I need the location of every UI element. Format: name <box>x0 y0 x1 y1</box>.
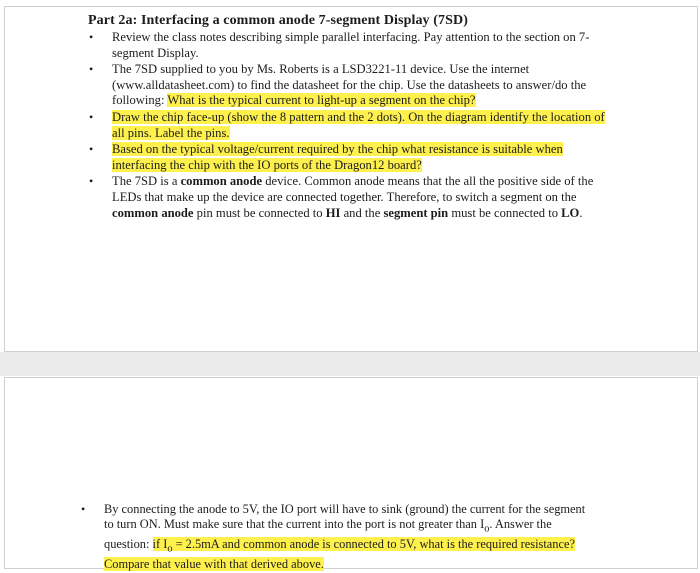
list-item-resistance <box>88 142 616 173</box>
item-text: . Answer the question: <box>104 517 552 552</box>
bold-term: common anode <box>112 205 194 220</box>
bullet: • <box>89 142 94 157</box>
bullet: • <box>89 174 94 189</box>
page-gap-divider <box>0 352 700 376</box>
item-text: and the <box>340 205 384 220</box>
highlight-text: if I <box>152 537 168 552</box>
subscript: o <box>484 523 490 535</box>
highlighted-question <box>104 537 575 571</box>
bold-term: common anode <box>180 174 263 189</box>
list-item-review-notes <box>88 30 616 61</box>
item-text: must be connected to <box>448 205 562 220</box>
bullet: • <box>89 30 94 44</box>
list-item-common-anode <box>88 174 616 221</box>
bold-term: HI <box>325 205 341 220</box>
bullet: • <box>89 62 94 77</box>
item-text: Review the class notes describing simple parallel interfacing. Pay attention to the section on 7-segment Display. <box>112 30 590 60</box>
item-text: pin must be connected to <box>193 205 326 220</box>
list-item-sink-current <box>80 502 590 573</box>
bullet: • <box>81 502 86 516</box>
bold-term: LO <box>561 205 580 220</box>
list-item-draw-chip <box>88 110 616 141</box>
item-text: The 7SD is a <box>112 174 181 189</box>
instruction-list <box>88 30 616 222</box>
bottom-instruction-list <box>80 502 590 573</box>
highlight-text: = 2.5mA and common anode is connected to 5V, what is the required resistance? Compare that value with that derived above. <box>104 537 575 572</box>
highlighted-question: Based on the typical voltage/current required by the chip what resistance is suitable when interfacing the chip with the IO ports of the Dragon12 board? <box>112 142 563 172</box>
item-text: The 7SD supplied to you by Ms. Roberts is a LSD3221-11 device. Use the internet (www.alldatasheet.com) to find the datasheet for the chip. Use the datasheets to answer/do the following: <box>112 62 587 108</box>
list-item-datasheet <box>88 62 616 109</box>
item-text: . <box>579 205 583 220</box>
item-text: By connecting the anode to 5V, the IO port will have to sink (ground) the current for the segment to turn ON. Must make sure that the current into the port is not greater than I <box>104 502 586 532</box>
section-title: Part 2a: Interfacing a common anode 7-segment Display (7SD) <box>88 13 468 28</box>
highlighted-task: Draw the chip face-up (show the 8 pattern and the 2 dots). On the diagram identify the location of all pins. Label the pins. <box>112 109 605 140</box>
highlighted-question: What is the typical current to light-up a segment on the chip? <box>167 93 476 108</box>
bold-term: segment pin <box>383 205 449 220</box>
item-text: device. Common anode means that the all the positive side of the LEDs that make up the device are connected together. Therefore, to switch a segment on the <box>112 174 594 204</box>
bullet: • <box>89 109 94 124</box>
subscript: o <box>167 543 173 555</box>
